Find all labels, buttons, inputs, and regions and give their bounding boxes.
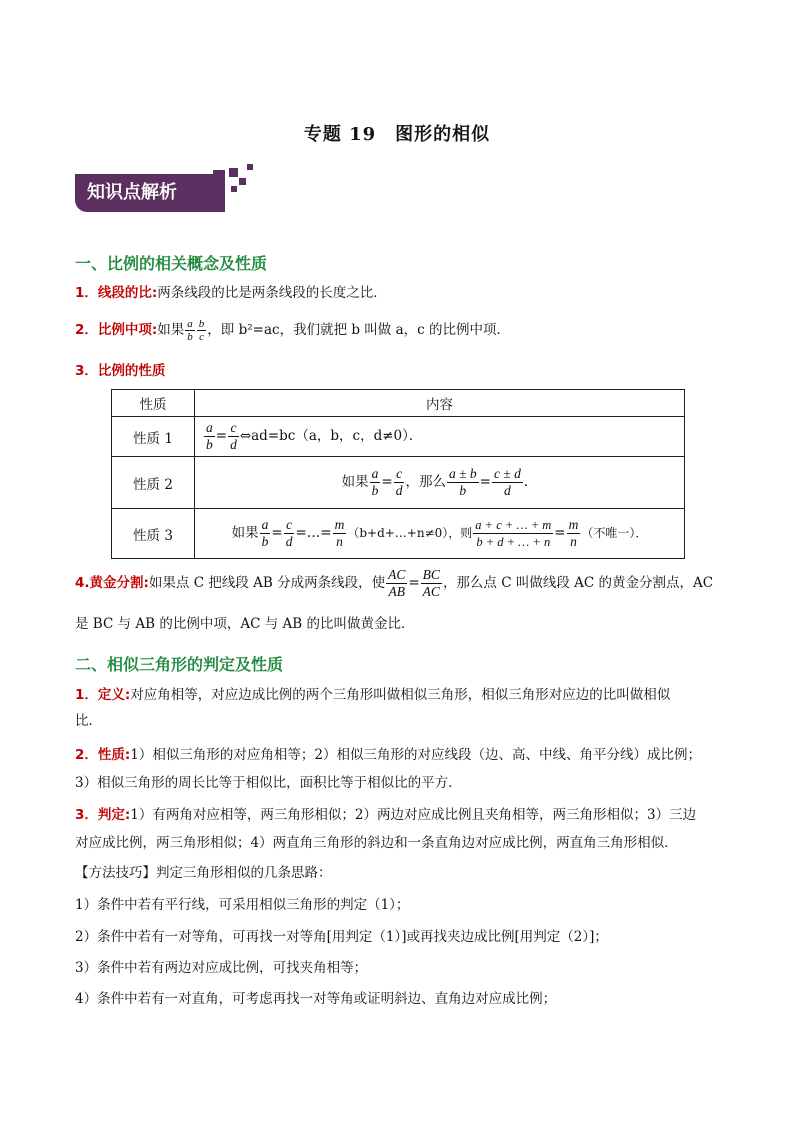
properties-table <box>111 389 685 559</box>
table-row: 性质 2 如果 $\frac{a}{b}$ = $\frac{c}{d}$ ，那么 $\frac{a \pm b}{b}$ = $\frac{c \pm d}{d}$ ． <box>112 457 685 509</box>
judgement-line2: 对应成比例，两三角形相似；4）两直角三角形的斜边和一条直角边对应成比例，两直角三角形相似． <box>75 835 678 851</box>
table-row: 性质 3 如果 $\frac{a}{b}$ = $\frac{c}{d}$ =…= $\frac{m}{n}$ （b+d+…+n≠0），则 $\frac{a + c + \dots + m}{b + d + \dots + n}$ = $\frac{m}{n}$ （不唯一）． <box>112 509 685 559</box>
fraction: $\frac{c}{d}$ <box>285 517 293 549</box>
badge-label: 知识点解析 <box>75 174 225 212</box>
section-badge <box>75 160 275 216</box>
item-golden-section: 4.黄金分割:如果点 C 把线段 AB 分成两条线段，使 $\frac{AC}{AB}$ = $\frac{BC}{AC}$ ，那么点 C 叫做线段 AC 的黄金分割点，AC <box>75 567 714 599</box>
item-properties: 2．性质:1）相似三角形的对应角相等；2）相似三角形的对应线段（边、高、中线、角平分线）成比例； <box>75 747 701 763</box>
tip-item: 3）条件中若有两边对应成比例，可找夹角相等； <box>75 960 368 976</box>
table-header: 性质 <box>112 390 195 417</box>
decorative-squares-icon <box>199 160 259 212</box>
item-ratio-properties: 3．比例的性质 <box>75 363 166 379</box>
fraction: $\frac{m}{n}$ <box>334 517 345 549</box>
section2-heading: 二、相似三角形的判定及性质 <box>75 655 284 674</box>
item-segment-ratio: 1．线段的比:两条线段的比是两条线段的长度之比． <box>75 285 387 301</box>
fraction: $\frac{c \pm d}{d}$ <box>493 466 521 498</box>
method-tips-heading: 【方法技巧】判定三角形相似的几条思路： <box>75 865 332 881</box>
table-cell: 如果 $\frac{a}{b}$ = $\frac{c}{d}$ ，那么 $\frac{a \pm b}{b}$ = $\frac{c \pm d}{d}$ ． <box>195 457 685 509</box>
item-definition: 1．定义:对应角相等，对应边成比例的两个三角形叫做相似三角形，相似三角形对应边的比叫做相似 <box>75 687 671 703</box>
table-cell: $\frac{a}{b}$ = $\frac{c}{d}$ ⇔ad=bc（a，b，c，d≠0）． <box>195 417 685 457</box>
section1-heading: 一、比例的相关概念及性质 <box>75 254 268 273</box>
fraction: $\frac{a}{b}$ <box>187 318 193 343</box>
tip-item: 1）条件中若有平行线，可采用相似三角形的判定（1）； <box>75 897 410 913</box>
tip-item: 4）条件中若有一对直角，可考虑再找一对等角或证明斜边、直角边对应成比例； <box>75 991 557 1007</box>
fraction: $\frac{a}{b}$ <box>261 517 269 549</box>
fraction: $\frac{AC}{AB}$ <box>388 567 406 599</box>
tip-item: 2）条件中若有一对等角，可再找一对等角[用判定（1）]或再找夹边成比例[用判定（2）]； <box>75 929 608 945</box>
fraction: $\frac{c}{d}$ <box>230 420 237 452</box>
page-title: 专题 19 图形的相似 <box>303 124 491 145</box>
fraction: $\frac{a \pm b}{b}$ <box>448 466 477 498</box>
properties-line2: 3）相似三角形的周长比等于相似比，面积比等于相似比的平方． <box>75 775 462 791</box>
definition-line2: 比． <box>75 713 102 729</box>
fraction: $\frac{c}{d}$ <box>395 466 403 498</box>
fraction: $\frac{a + c + \dots + m}{b + d + \dots + n}$ <box>475 518 552 549</box>
golden-section-line2: 是 BC 与 AB 的比例中项，AC 与 AB 的比叫做黄金比． <box>75 616 415 632</box>
item-judgement: 3．判定:1）有两角对应相等，两三角形相似；2）两边对应成比例且夹角相等，两三角形相似；3）三边 <box>75 807 697 823</box>
table-cell: 如果 $\frac{a}{b}$ = $\frac{c}{d}$ =…= $\frac{m}{n}$ （b+d+…+n≠0），则 $\frac{a + c + \dots + m}{b + d + \dots + n}$ = $\frac{m}{n}$ （不唯一）． <box>195 509 685 559</box>
fraction: $\frac{a}{b}$ <box>206 420 213 452</box>
table-row: 性质 1 $\frac{a}{b}$ = $\frac{c}{d}$ ⇔ad=bc（a，b，c，d≠0）． <box>112 417 685 457</box>
fraction: $\frac{a}{b}$ <box>371 466 379 498</box>
fraction: $\frac{m}{n}$ <box>568 517 579 549</box>
fraction: $\frac{BC}{AC}$ <box>422 567 440 599</box>
table-header: 内容 <box>195 390 685 417</box>
fraction: $\frac{b}{c}$ <box>198 318 205 343</box>
table-header-row <box>112 390 685 417</box>
item-mean-proportional: 2．比例中项:如果 $\frac{a}{b}$ $\frac{b}{c}$ ，即 b²=ac，我们就把 b 叫做 a，c 的比例中项． <box>75 318 510 343</box>
